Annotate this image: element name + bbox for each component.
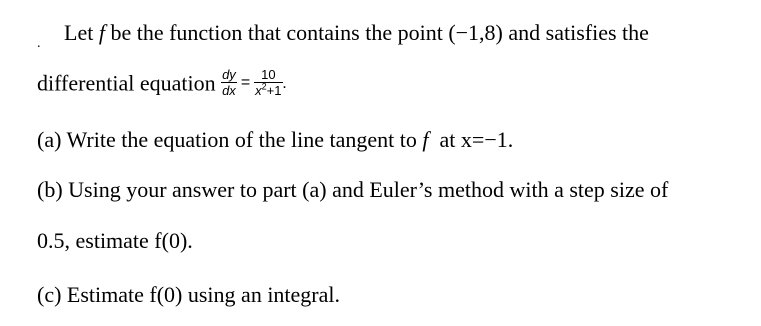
rhs-numerator: 10: [254, 67, 282, 83]
problem-bullet: .: [37, 36, 41, 51]
part-b-line1: (b) Using your answer to part (a) and Euler’s method with a step size of: [37, 177, 669, 202]
de-period: .: [282, 74, 287, 92]
dx-denominator: dx: [222, 83, 236, 98]
rhs-denominator-rest: +1: [266, 83, 282, 98]
intro-pre: Let: [64, 20, 99, 45]
part-c: (c) Estimate f(0) using an integral.: [37, 282, 341, 307]
rhs-denominator-exponent: 2: [261, 81, 267, 92]
part-a: [37, 127, 513, 153]
rhs-fraction: [254, 67, 282, 98]
equals-sign: =: [240, 73, 251, 91]
rhs-denominator-x: x: [255, 83, 262, 98]
de-lead: differential equation: [37, 70, 222, 96]
part-b-line2: 0.5, estimate f(0).: [37, 228, 193, 253]
function-symbol: f: [98, 20, 105, 45]
differential-equation-line: [37, 67, 287, 101]
dy-dx-fraction: [221, 67, 237, 98]
part-a-post: at x=−1.: [428, 127, 514, 152]
dy-numerator: dy: [222, 67, 236, 82]
part-a-function-symbol: f: [422, 127, 429, 152]
part-a-pre: (a) Write the equation of the line tangent to: [37, 127, 423, 152]
problem-intro: [64, 20, 649, 46]
rhs-denominator: [254, 83, 282, 98]
intro-post: be the function that contains the point (−1,8) and satisfies the: [104, 20, 649, 45]
